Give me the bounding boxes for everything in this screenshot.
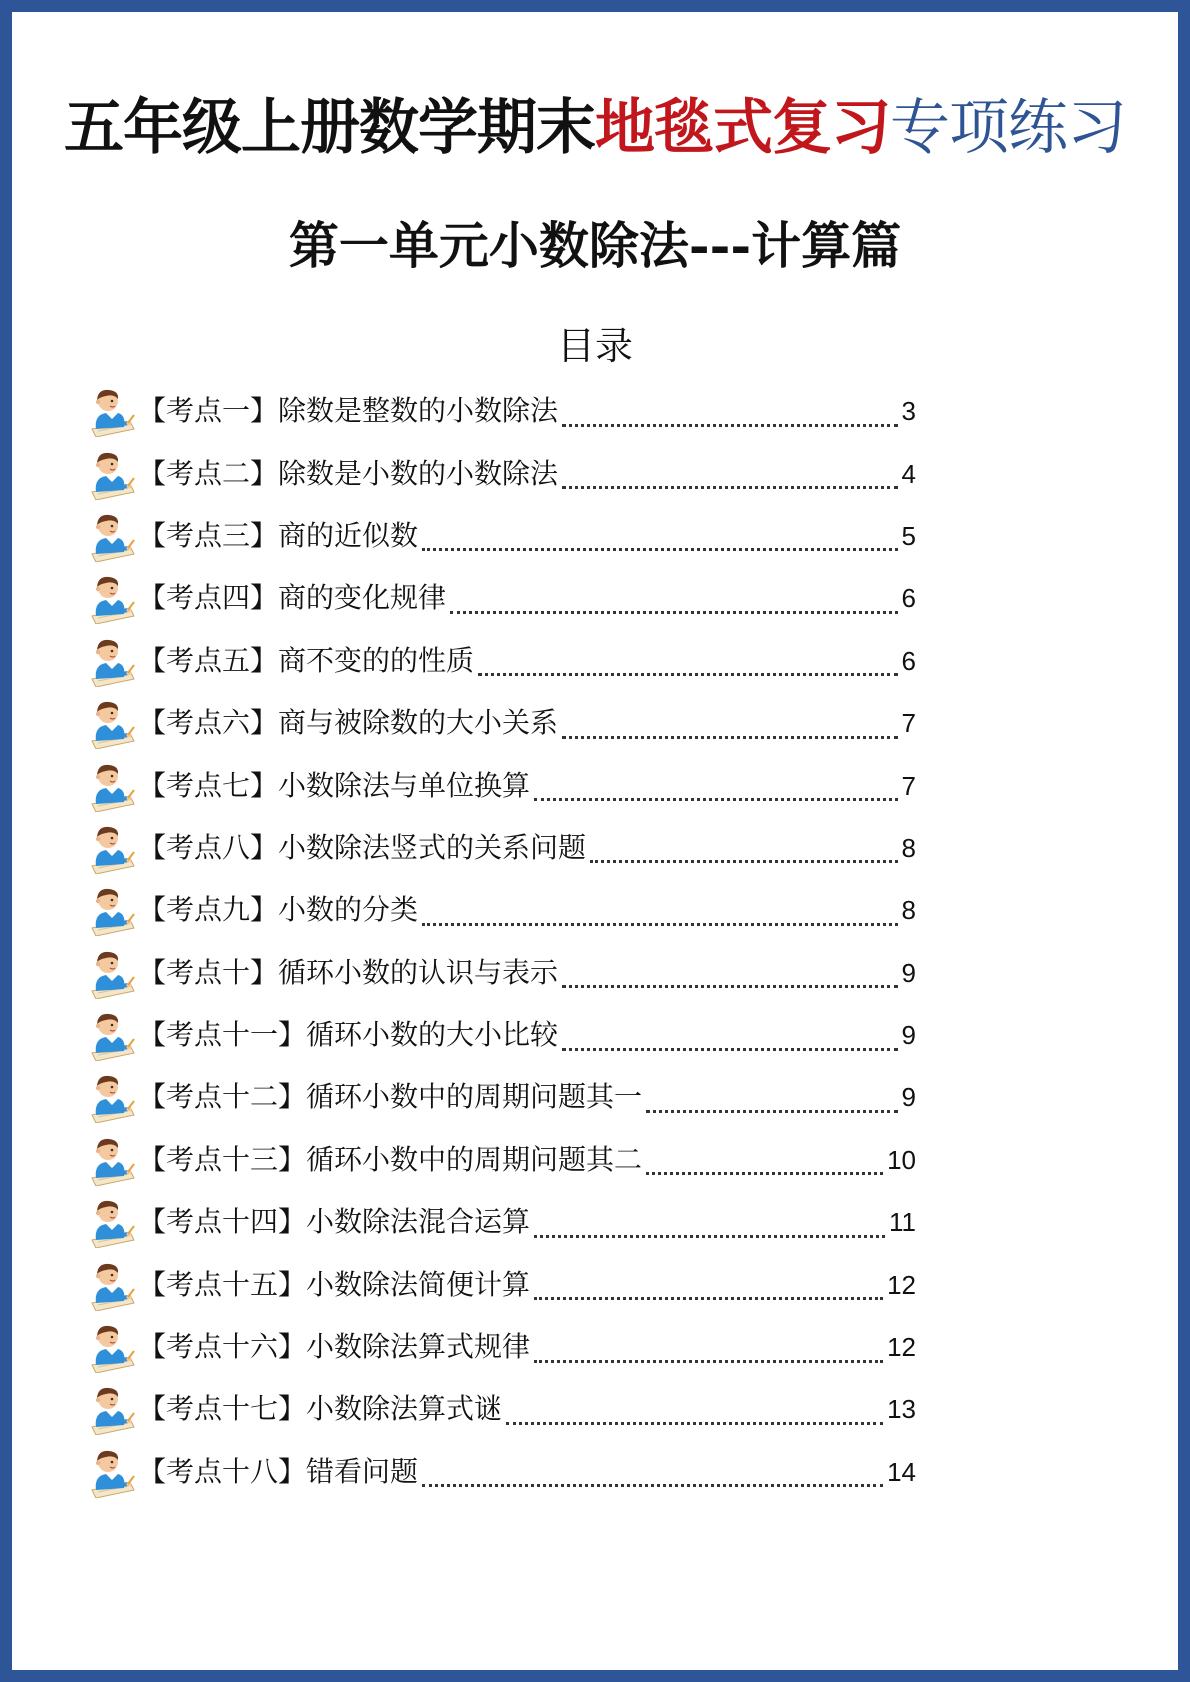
dot-leader: [422, 1460, 883, 1487]
toc-entry-label: 【考点一】除数是整数的小数除法: [138, 394, 559, 428]
toc-entry-label: 【考点八】小数除法竖式的关系问题: [138, 830, 587, 864]
toc-entry-label: 【考点四】商的变化规律: [138, 581, 447, 615]
student-icon: [84, 760, 136, 812]
toc-entry-page-number: 12: [887, 1332, 916, 1363]
toc-entry-label: 【考点六】商与被除数的大小关系: [138, 706, 559, 740]
toc-entry-label: 【考点十八】错看问题: [138, 1454, 419, 1488]
toc-entry[interactable]: [84, 754, 916, 816]
student-icon: [84, 947, 136, 999]
student-icon: [84, 1259, 136, 1311]
toc-entry[interactable]: [84, 1066, 916, 1128]
toc-entry-page-number: 4: [901, 458, 916, 489]
toc-entry-page-number: 7: [901, 770, 916, 801]
toc-entry-label: 【考点五】商不变的的性质: [138, 643, 475, 677]
toc-entry[interactable]: [84, 879, 916, 941]
dot-leader: [422, 899, 898, 926]
toc-entry[interactable]: [84, 1253, 916, 1315]
toc-entry[interactable]: [84, 380, 916, 442]
toc-entry-page-number: 11: [889, 1207, 916, 1238]
dot-leader: [562, 1024, 898, 1051]
student-icon: [84, 1446, 136, 1498]
toc-entry[interactable]: [84, 442, 916, 504]
toc-entry-label: 【考点十四】小数除法混合运算: [138, 1205, 531, 1239]
toc-entry-page-number: 12: [887, 1269, 916, 1300]
student-icon: [84, 822, 136, 874]
toc-entry[interactable]: [84, 1378, 916, 1440]
dot-leader: [422, 524, 898, 551]
dot-leader: [478, 649, 898, 676]
toc-entry[interactable]: [84, 1316, 916, 1378]
student-icon: [84, 385, 136, 437]
toc-entry-page-number: 10: [887, 1144, 916, 1175]
toc-entry-label: 【考点十六】小数除法算式规律: [138, 1330, 531, 1364]
toc-entry-page-number: 7: [901, 708, 916, 739]
toc-entry[interactable]: [84, 817, 916, 879]
title-part-blue: 专项练习: [890, 93, 1126, 163]
toc-entry-label: 【考点十五】小数除法简便计算: [138, 1267, 531, 1301]
toc-entry[interactable]: [84, 1004, 916, 1066]
toc-entry[interactable]: [84, 630, 916, 692]
toc-entry[interactable]: [84, 1441, 916, 1503]
dot-leader: [450, 587, 898, 614]
toc-entry-page-number: 8: [901, 832, 916, 863]
student-icon: [84, 448, 136, 500]
student-icon: [84, 697, 136, 749]
toc-entry-label: 【考点十一】循环小数的大小比较: [138, 1018, 559, 1052]
toc-entry-page-number: 5: [901, 520, 916, 551]
toc-entry-label: 【考点十】循环小数的认识与表示: [138, 955, 559, 989]
student-icon: [84, 510, 136, 562]
student-icon: [84, 1009, 136, 1061]
student-icon: [84, 884, 136, 936]
student-icon: [84, 1071, 136, 1123]
dot-leader: [534, 1211, 885, 1238]
dot-leader: [562, 462, 898, 489]
toc-entry-label: 【考点二】除数是小数的小数除法: [138, 456, 559, 490]
dot-leader: [534, 1336, 883, 1363]
toc-entry-label: 【考点九】小数的分类: [138, 893, 419, 927]
dot-leader: [534, 774, 898, 801]
dot-leader: [590, 836, 898, 863]
toc-entry-label: 【考点三】商的近似数: [138, 518, 419, 552]
dot-leader: [562, 712, 898, 739]
toc-entry-page-number: 3: [901, 396, 916, 427]
toc-entry-page-number: 9: [901, 1020, 916, 1051]
toc-entry[interactable]: [84, 505, 916, 567]
toc-entry-page-number: 9: [901, 1082, 916, 1113]
student-icon: [84, 1134, 136, 1186]
student-icon: [84, 1321, 136, 1373]
toc-entry[interactable]: [84, 1129, 916, 1191]
toc-entry-page-number: 9: [901, 957, 916, 988]
student-icon: [84, 1383, 136, 1435]
toc-entry-page-number: 13: [887, 1394, 916, 1425]
toc-entry-label: 【考点十七】小数除法算式谜: [138, 1392, 503, 1426]
title-part-red: 地毯式复习: [595, 93, 890, 163]
dot-leader: [506, 1398, 883, 1425]
student-icon: [84, 572, 136, 624]
page-title: [12, 90, 1178, 166]
toc-heading: 目录: [556, 324, 633, 368]
toc-entry[interactable]: [84, 942, 916, 1004]
toc-entry-page-number: 6: [901, 583, 916, 614]
table-of-contents: [84, 380, 916, 1503]
toc-entry-label: 【考点七】小数除法与单位换算: [138, 768, 531, 802]
toc-entry-page-number: 8: [901, 895, 916, 926]
toc-entry-page-number: 14: [887, 1456, 916, 1487]
toc-entry-page-number: 6: [901, 645, 916, 676]
toc-entry[interactable]: [84, 1191, 916, 1253]
toc-entry-label: 【考点十二】循环小数中的周期问题其一: [138, 1080, 643, 1114]
dot-leader: [646, 1086, 898, 1113]
dot-leader: [562, 400, 898, 427]
student-icon: [84, 1196, 136, 1248]
title-part-black: 五年级上册数学期末: [64, 93, 595, 163]
toc-entry[interactable]: [84, 567, 916, 629]
toc-entry-label: 【考点十三】循环小数中的周期问题其二: [138, 1142, 643, 1176]
student-icon: [84, 635, 136, 687]
toc-entry[interactable]: [84, 692, 916, 754]
dot-leader: [534, 1273, 883, 1300]
dot-leader: [646, 1148, 883, 1175]
dot-leader: [562, 961, 898, 988]
page-subtitle: 第一单元小数除法---计算篇: [288, 216, 902, 275]
